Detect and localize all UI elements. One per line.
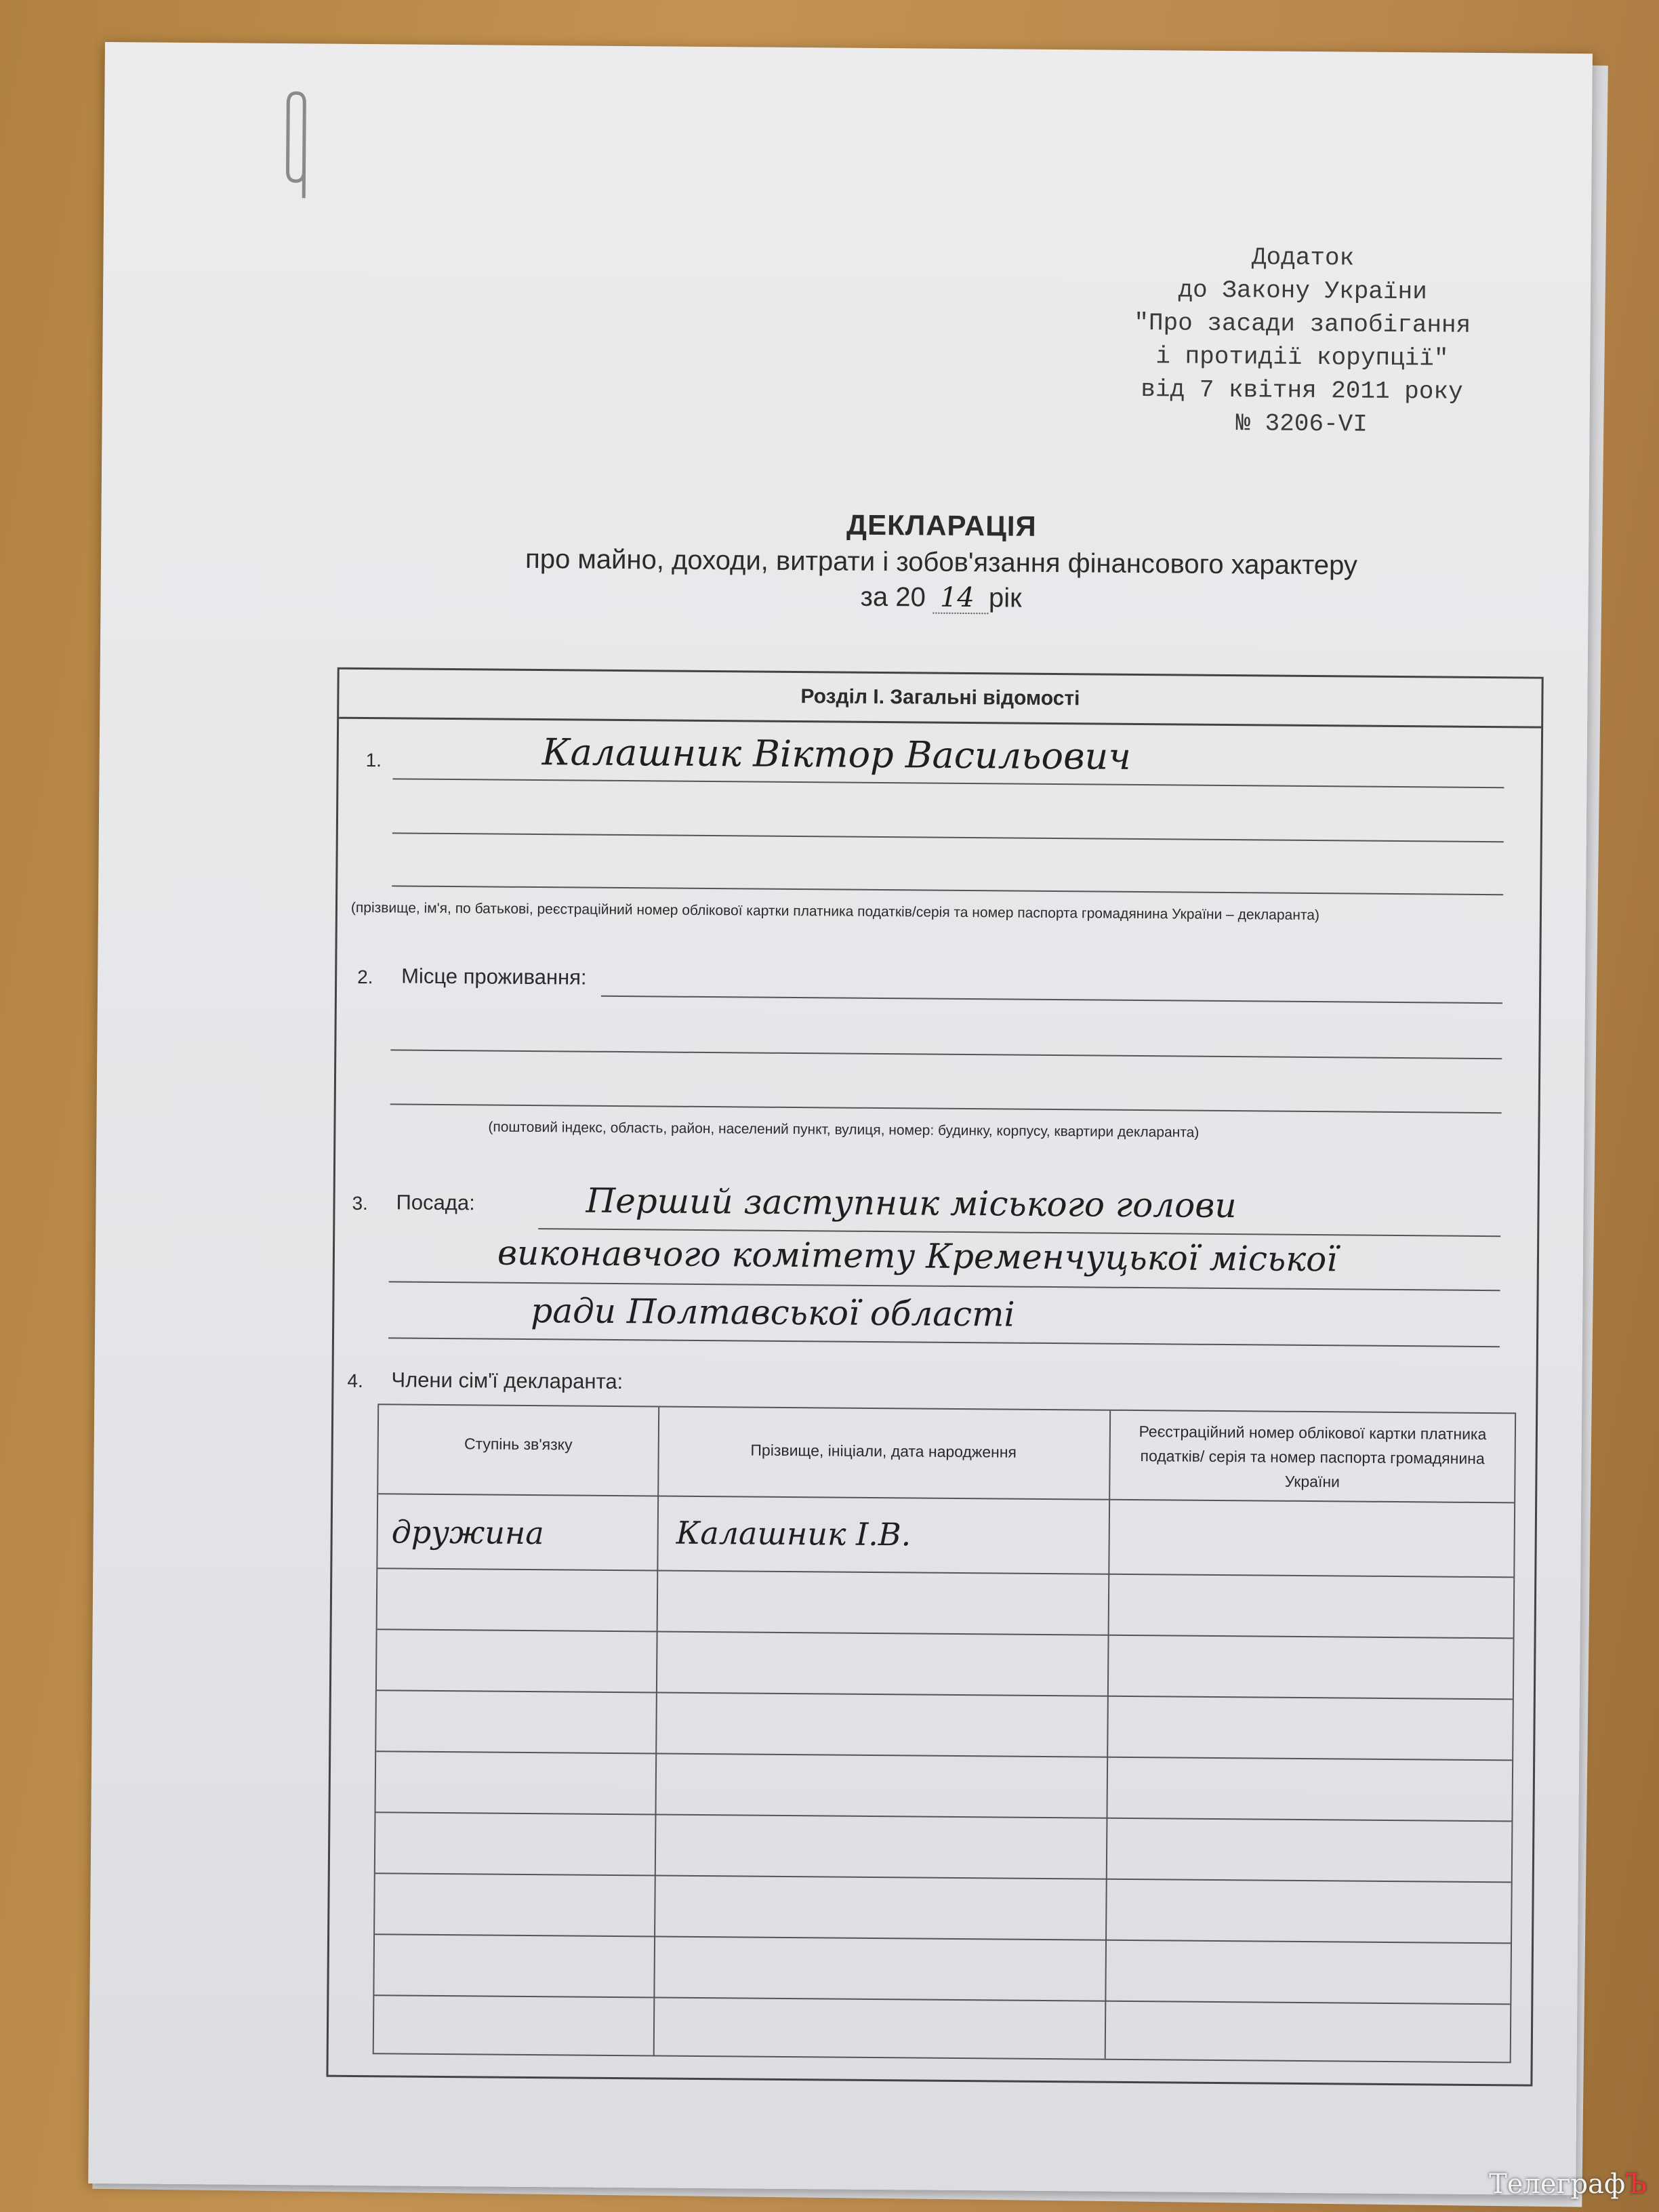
item4-label: Члени сім'ї декларанта:: [391, 1368, 623, 1394]
annex-line: Додаток: [1251, 243, 1355, 272]
table-row-divider: [376, 1750, 1512, 1761]
item3-line: [388, 1337, 1500, 1347]
paper-clip-icon: [276, 89, 325, 205]
annex-line: до Закону України: [1178, 276, 1427, 306]
table-row-divider: [377, 1629, 1513, 1639]
item2-line: [601, 996, 1502, 1004]
item2-caption: (поштовий індекс, область, район, населений пункт, вулиця, номер: будинку, корпусу, квартири декларанта): [488, 1119, 1200, 1141]
table-header-taxid: Реєстраційний номер облікової картки платника податків/ серія та номер паспорта громадянина України: [1139, 1422, 1487, 1491]
year-prefix: за 20: [860, 581, 926, 613]
table-row-divider: [375, 1872, 1511, 1883]
table-row-divider: [374, 1994, 1510, 2005]
annex-line: і протидії корупції": [1155, 342, 1449, 373]
item1-caption: (прізвище, ім'я, по батькові, реєстраційний номер облікової картки платника податків/серія та номер паспорта громадянина України – декларанта): [350, 899, 1320, 924]
item3-number: 3.: [352, 1192, 369, 1214]
annex-header: [1023, 239, 1580, 443]
section-general-info: [326, 668, 1543, 2087]
table-header-name: Прізвище, ініціали, дата народження: [750, 1441, 1017, 1461]
item1-number: 1.: [365, 750, 382, 771]
table-column-divider: [1105, 1411, 1111, 2059]
document-title: [304, 504, 1578, 618]
watermark-logo: [1489, 2169, 1647, 2200]
section-heading: Розділ І. Загальні відомості: [339, 670, 1542, 729]
item4-number: 4.: [347, 1370, 363, 1392]
position-handwritten-line: ради Полтавської області: [531, 1290, 1015, 1334]
table-row-divider: [375, 1811, 1511, 1822]
year-handwritten: 14: [939, 581, 975, 614]
table-row-divider: [377, 1568, 1513, 1578]
title-subtitle: про майно, доходи, витрати і зобов'язання фінансового характеру: [525, 544, 1358, 581]
annex-line: від 7 квітня 2011 року: [1141, 375, 1463, 406]
declarant-name-handwritten: Калашник Віктор Васильович: [541, 731, 1132, 778]
item2-line: [390, 1049, 1502, 1059]
family-name-cell: Калашник І.В.: [676, 1514, 912, 1553]
title-heading: ДЕКЛАРАЦІЯ: [846, 508, 1037, 542]
watermark-text: Телеграф: [1489, 2169, 1626, 2200]
annex-line: "Про засади запобігання: [1134, 308, 1471, 340]
table-row-divider: [378, 1493, 1514, 1503]
position-handwritten-line: виконавчого комітету Кременчуцької міської: [497, 1233, 1338, 1279]
declaration-page: [88, 42, 1593, 2195]
table-header-relation: Ступінь зв'язку: [464, 1435, 573, 1454]
table-column-divider: [653, 1407, 660, 2055]
title-year: [304, 577, 1578, 618]
item1-line: [392, 832, 1504, 842]
item2-line: [390, 1103, 1502, 1113]
table-row-divider: [375, 1933, 1511, 1944]
item2-label: Місце проживання:: [401, 964, 587, 989]
item2-number: 2.: [357, 966, 373, 988]
item3-label: Посада:: [396, 1190, 475, 1215]
annex-line: № 3206-VI: [1235, 409, 1368, 438]
family-relation-cell: дружина: [391, 1513, 544, 1552]
watermark-accent: Ъ: [1625, 2169, 1647, 2200]
family-members-table: [373, 1404, 1516, 2063]
item3-line: [389, 1281, 1500, 1291]
item1-line: [392, 778, 1504, 788]
year-suffix: рік: [988, 583, 1022, 613]
position-handwritten-line: Перший заступник міського голови: [586, 1181, 1237, 1226]
table-row-divider: [377, 1689, 1513, 1700]
item1-line: [392, 885, 1503, 895]
